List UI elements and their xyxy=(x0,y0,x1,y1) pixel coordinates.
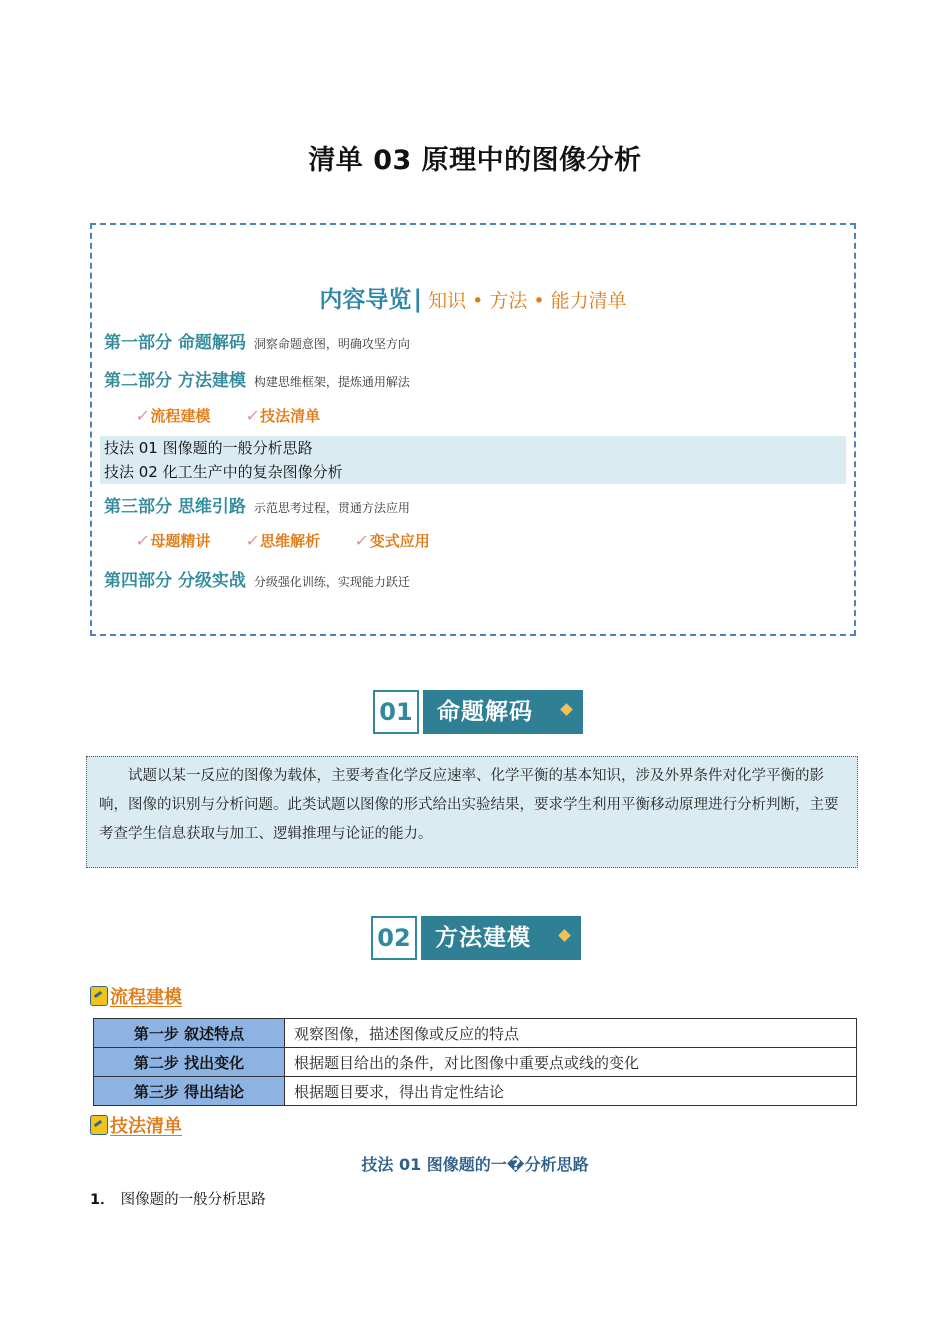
content-overview-box xyxy=(90,223,856,636)
tag-variant-application: ✓变式应用 xyxy=(353,531,430,550)
section-1-number: 01 xyxy=(373,690,419,734)
document-title: 清单 03 原理中的图像分析 xyxy=(308,145,642,176)
part-3 xyxy=(104,492,410,517)
notebook-icon xyxy=(90,986,108,1006)
part-2-desc: 构建思维框架，提炼通用解法 xyxy=(253,375,410,389)
overview-heading xyxy=(92,281,854,314)
part-3-desc: 示范思考过程，贯通方法应用 xyxy=(253,501,410,515)
section-1-header xyxy=(373,690,581,734)
check-icon: ✓ xyxy=(353,531,371,550)
point-1-number: 1． xyxy=(90,1192,115,1208)
tag-thinking-analysis: ✓思维解析 xyxy=(244,531,321,550)
tag-master-problem: ✓母题精讲 xyxy=(134,531,211,550)
table-row xyxy=(94,1019,857,1048)
steps-table xyxy=(93,1018,857,1106)
tag-technique-list: ✓技法清单 xyxy=(244,406,321,425)
part-3-name: 第三部分 思维引路 xyxy=(104,497,246,517)
section-2-number: 02 xyxy=(371,916,417,960)
technique-01-title: 技法 01 图像题的一�分析思路 xyxy=(361,1155,589,1174)
table-row xyxy=(94,1048,857,1077)
technique-item: 技法 02 化工生产中的复杂图像分析 xyxy=(104,463,343,481)
flow-modeling-heading: 流程建模 xyxy=(90,983,182,1009)
part-1-name: 第一部分 命题解码 xyxy=(104,333,246,353)
table-row xyxy=(94,1077,857,1106)
point-1 xyxy=(90,1188,266,1209)
technique-list-band xyxy=(100,436,846,484)
proposition-intro: 试题以某一反应的图像为载体，主要考查化学反应速率、化学平衡的基本知识，涉及外界条件对化学平衡的影响，图像的识别与分析问题。此类试题以图像的形式给出实验结果，要求学生利用平衡移动原理进行分析判断，主要考查学生信息获取与加工、逻辑推理与论证的能力。 xyxy=(86,756,858,868)
overview-heading-sub: 知识 • 方法 • 能力清单 xyxy=(428,290,627,312)
part-4-name: 第四部分 分级实战 xyxy=(104,571,246,591)
notebook-icon xyxy=(90,1115,108,1135)
part-4-desc: 分级强化训练，实现能力跃迁 xyxy=(253,575,410,589)
check-icon: ✓ xyxy=(134,531,151,550)
overview-heading-main: 内容导览 xyxy=(319,287,412,313)
step-key: 第二步 找出变化 xyxy=(94,1048,285,1077)
step-key: 第一步 叙述特点 xyxy=(94,1019,285,1048)
step-desc: 根据题目要求，得出肯定性结论 xyxy=(285,1077,857,1106)
part-1-desc: 洞察命题意图，明确攻坚方向 xyxy=(253,337,410,351)
check-icon: ✓ xyxy=(244,406,261,425)
section-1-label: 命题解码 xyxy=(423,690,583,734)
part-3-tags xyxy=(136,530,460,551)
step-key: 第三步 得出结论 xyxy=(94,1077,285,1106)
part-2 xyxy=(104,366,410,391)
part-2-tags xyxy=(136,405,350,426)
tag-flow-modeling: ✓流程建模 xyxy=(134,406,211,425)
check-icon: ✓ xyxy=(134,406,151,425)
section-2-label: 方法建模 xyxy=(421,916,581,960)
part-4 xyxy=(104,566,410,591)
overview-heading-divider: | xyxy=(413,285,423,313)
technique-item: 技法 01 图像题的一般分析思路 xyxy=(104,439,313,457)
check-icon: ✓ xyxy=(244,531,261,550)
step-desc: 根据题目给出的条件，对比图像中重要点或线的变化 xyxy=(285,1048,857,1077)
part-2-name: 第二部分 方法建模 xyxy=(104,371,246,391)
step-desc: 观察图像，描述图像或反应的特点 xyxy=(285,1019,857,1048)
section-2-header xyxy=(371,916,579,960)
technique-list-heading: 技法清单 xyxy=(90,1112,182,1138)
part-1 xyxy=(104,328,410,353)
point-1-text: 图像题的一般分析思路 xyxy=(120,1192,266,1208)
